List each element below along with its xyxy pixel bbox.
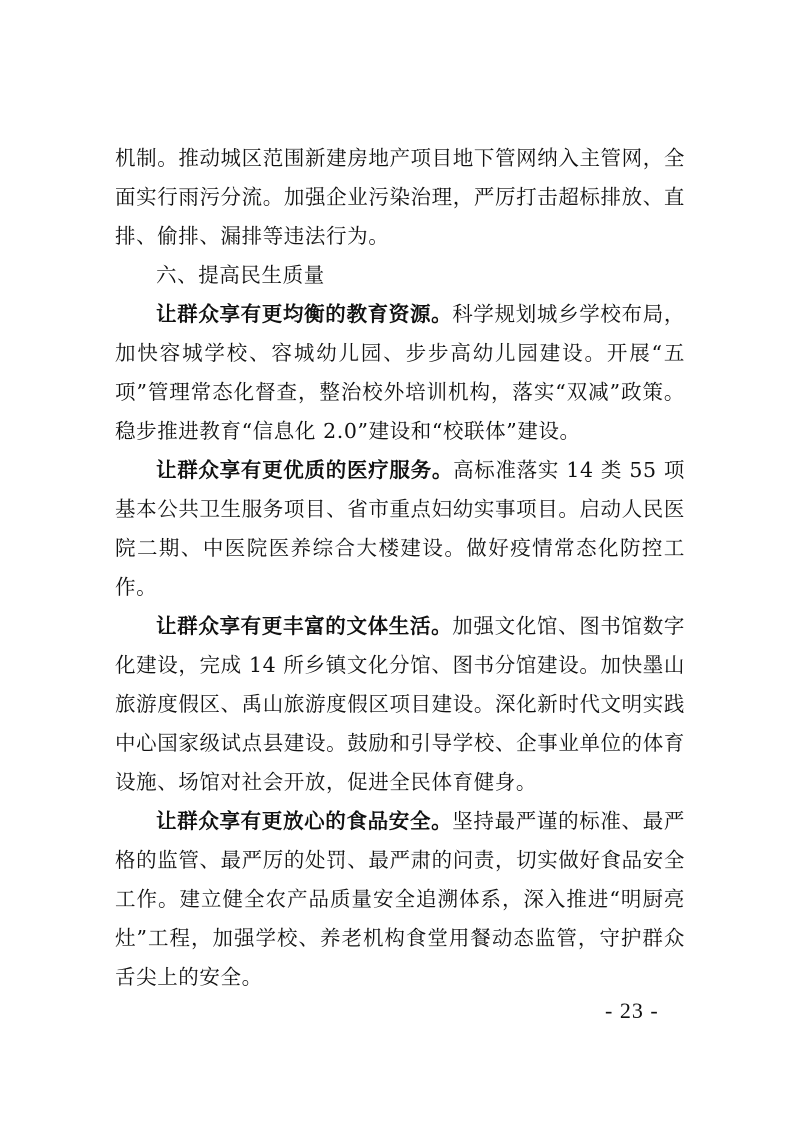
paragraph-education <box>115 295 685 451</box>
paragraph-culture-sports <box>115 607 685 802</box>
paragraph-medical <box>115 451 685 607</box>
continued-paragraph: 机制。推动城区范围新建房地产项目地下管网纳入主管网，全面实行雨污分流。加强企业污染治理，严厉打击超标排放、直排、偷排、漏排等违法行为。 <box>115 146 685 248</box>
paragraph-lead: 让群众享有更放心的食品安全。 <box>156 809 453 833</box>
page-number: - 23 - <box>605 998 659 1023</box>
paragraph-body: 坚持最严谨的标准、最严格的监管、最严厉的处罚、最严肃的问责，切实做好食品安全工作。建立健全农产品质量安全追溯体系，深入推进“明厨亮灶”工程，加强学校、养老机构食堂用餐动态监管，守护群众舌尖上的安全。 <box>115 809 685 989</box>
paragraph-body: 加强文化馆、图书馆数字化建设，完成 14 所乡镇文化分馆、图书分馆建设。加快墨山旅游度假区、禹山旅游度假区项目建设。深化新时代文明实践中心国家级试点县建设。鼓励和引导学校、企事业单位的体育设施、场馆对社会开放，促进全民体育健身。 <box>115 614 685 794</box>
paragraph-lead: 让群众享有更均衡的教育资源。 <box>156 302 453 326</box>
paragraph-lead: 让群众享有更优质的医疗服务。 <box>156 458 454 482</box>
paragraph-lead: 让群众享有更丰富的文体生活。 <box>156 614 453 638</box>
document-page <box>115 139 685 997</box>
section-heading: 六、提高民生质量 <box>156 263 325 287</box>
paragraph-body: 科学规划城乡学校布局，加快容城学校、容城幼儿园、步步高幼儿园建设。开展“五项”管理常态化督查，整治校外培训机构，落实“双减”政策。稳步推进教育“信息化 2.0”建设和“校联体”建设。 <box>115 302 685 443</box>
paragraph-body: 高标准落实 14 类 55 项基本公共卫生服务项目、省市重点妇幼实事项目。启动人民医院二期、中医院医养综合大楼建设。做好疫情常态化防控工作。 <box>115 458 685 599</box>
paragraph-food-safety <box>115 802 685 997</box>
